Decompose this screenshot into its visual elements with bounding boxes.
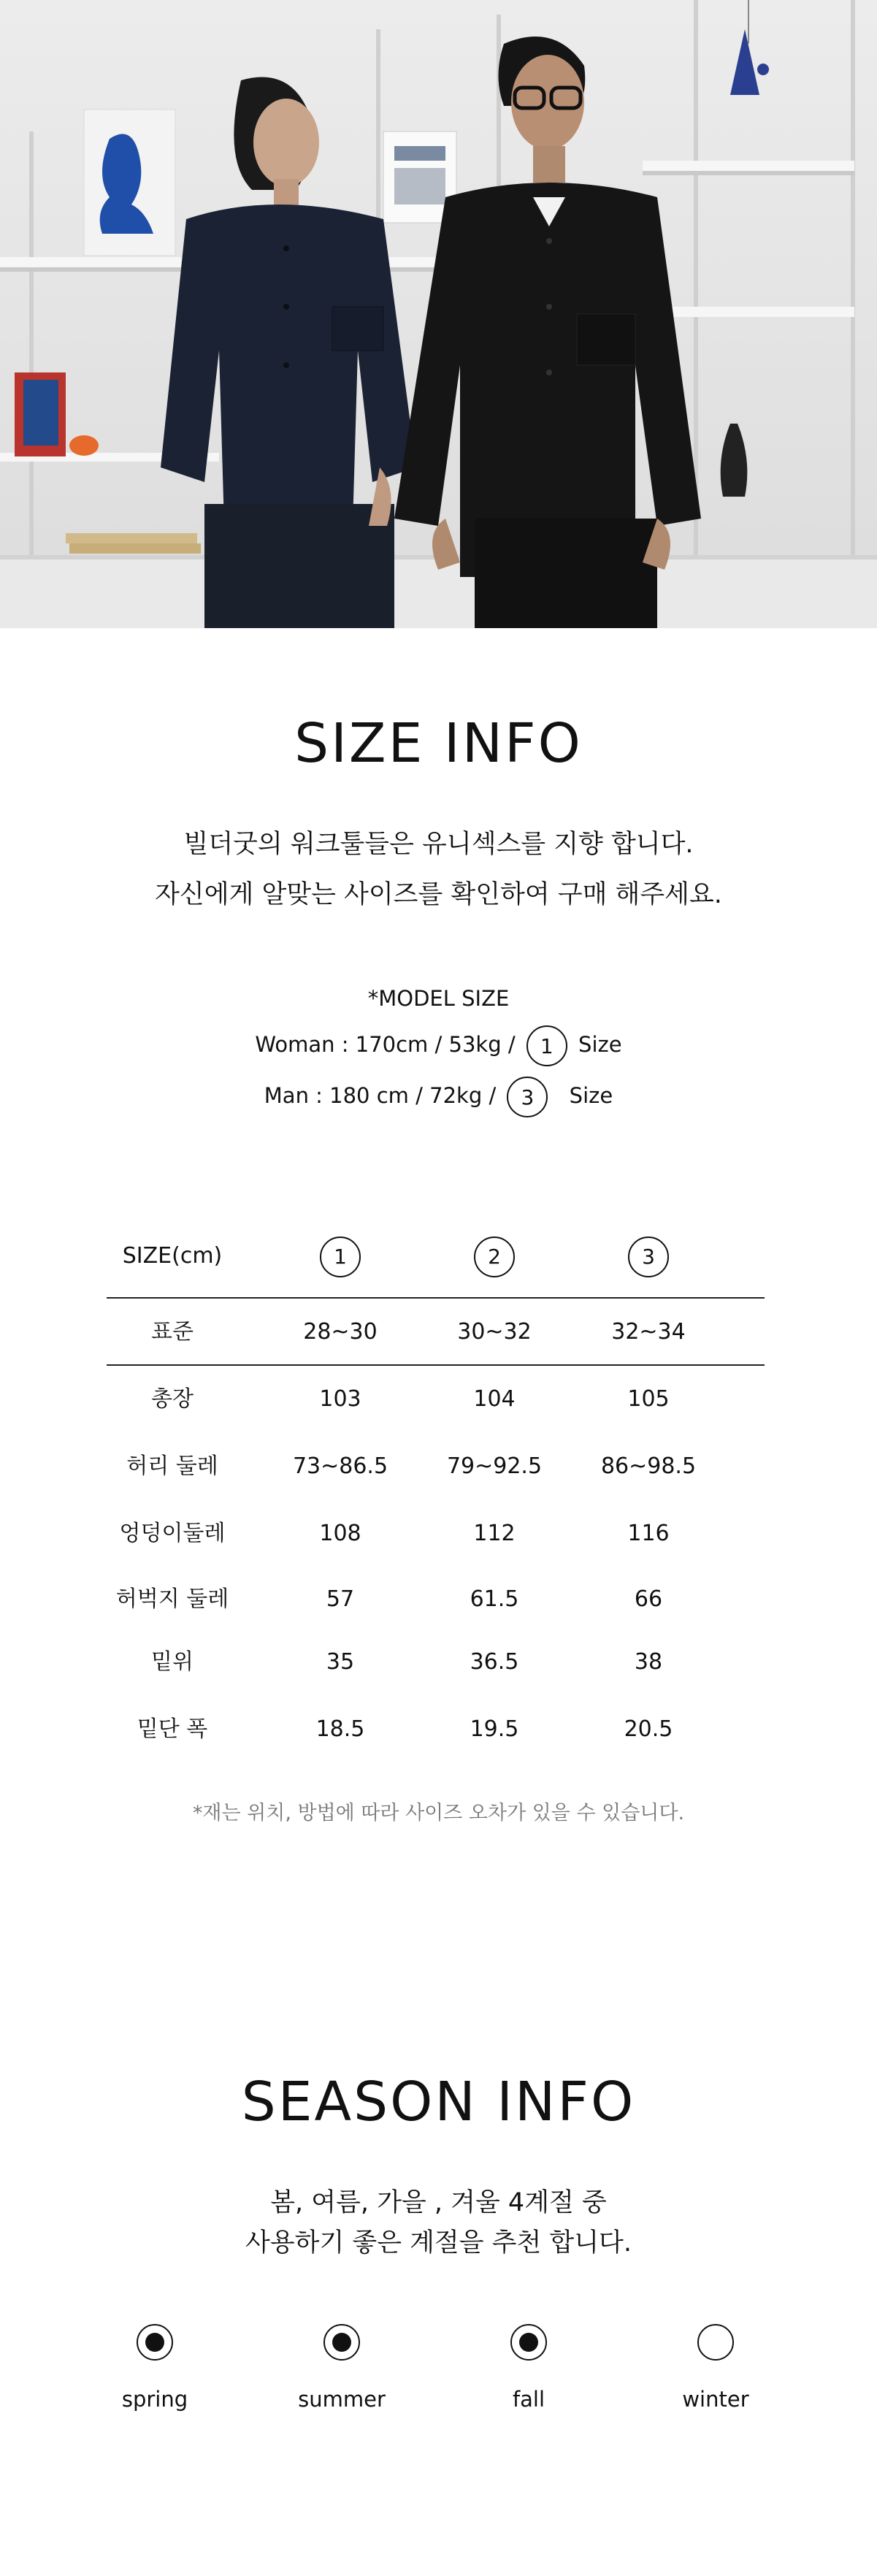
row-value: 104 [473,1386,516,1412]
model-woman-size-circle: 1 [526,1025,567,1066]
hero-model-photo [0,0,877,628]
season-summer [276,2324,407,2412]
season-selected-dot [332,2333,351,2352]
season-radio-winter [697,2324,734,2361]
size-header-1 [275,1234,406,1278]
size-info-title: SIZE INFO [294,712,583,775]
row-value: 35 [326,1649,355,1675]
size-circle-1: 1 [320,1237,361,1277]
row-value: 18.5 [315,1716,365,1742]
row-label: 표준 [151,1319,194,1345]
size-table-header-label: SIZE(cm) [122,1243,223,1269]
size-note: *재는 위치, 방법에 따라 사이즈 오차가 있을 수 있습니다. [192,1802,685,1824]
row-value: 108 [319,1521,361,1546]
row-value: 20.5 [624,1716,673,1742]
model-size-heading: *MODEL SIZE [367,986,510,1011]
row-value: 105 [627,1386,670,1412]
row-value: 79~92.5 [446,1453,543,1479]
row-value: 32~34 [611,1319,686,1345]
season-label-summer: summer [298,2387,386,2412]
model-man-line [0,1077,877,1117]
table-row [107,1310,765,1354]
season-spring [89,2324,221,2412]
row-value: 57 [326,1586,355,1612]
row-value: 61.5 [470,1586,519,1612]
row-value: 36.5 [470,1649,519,1675]
table-divider-bottom [107,1364,765,1366]
table-divider-top [107,1297,765,1299]
season-selected-dot [145,2333,164,2352]
row-label: 허벅지 둘레 [115,1586,229,1612]
row-label: 엉덩이둘레 [119,1521,226,1546]
season-winter [650,2324,781,2412]
row-value: 73~86.5 [292,1453,388,1479]
size-info-desc-line1: 빌더굿의 워크툴들은 유니섹스를 지향 합니다. [183,830,694,859]
model-man-text: Man : 180 cm / 72kg / [264,1083,497,1108]
row-value: 86~98.5 [600,1453,697,1479]
row-label: 총장 [151,1386,194,1412]
table-row [107,1512,765,1556]
row-value: 66 [634,1586,663,1612]
row-value: 30~32 [457,1319,532,1345]
row-value: 38 [634,1649,663,1675]
season-radio-spring [137,2324,173,2361]
row-label: 밑위 [151,1649,194,1675]
row-value: 28~30 [303,1319,378,1345]
model-woman-size-word: Size [578,1032,622,1057]
row-value: 112 [473,1521,516,1546]
model-woman-text: Woman : 170cm / 53kg / [255,1032,516,1057]
table-row [107,1578,765,1621]
table-row [107,1708,765,1751]
row-value: 19.5 [470,1716,519,1742]
model-woman-line [0,1025,877,1066]
season-selected-dot [519,2333,538,2352]
row-label: 허리 둘레 [126,1453,218,1479]
season-info-desc-line1: 봄, 여름, 가을 , 겨울 4계절 중 [270,2188,607,2217]
season-label-spring: spring [121,2387,188,2412]
season-label-fall: fall [512,2387,545,2412]
table-row [107,1445,765,1488]
size-circle-2: 2 [474,1237,515,1277]
size-info-desc-line2: 자신에게 알맞는 사이즈를 확인하여 구매 해주세요. [155,880,722,909]
size-table-header-row [107,1234,765,1278]
size-header-2 [429,1234,560,1278]
season-info-desc-line2: 사용하기 좋은 계절을 추천 합니다. [245,2228,632,2258]
model-man-size-word: Size [569,1083,613,1108]
season-fall [463,2324,594,2412]
size-header-3 [583,1234,714,1278]
table-row [107,1377,765,1421]
size-circle-3: 3 [628,1237,669,1277]
hero-illustration [0,0,877,628]
row-value: 103 [319,1386,361,1412]
row-label: 밑단 폭 [137,1716,208,1742]
row-value: 116 [627,1521,670,1546]
season-label-winter: winter [682,2387,749,2412]
season-radio-summer [323,2324,360,2361]
season-radio-fall [510,2324,547,2361]
table-row [107,1640,765,1684]
season-info-title: SEASON INFO [241,2071,636,2133]
model-man-size-circle: 3 [507,1077,548,1117]
